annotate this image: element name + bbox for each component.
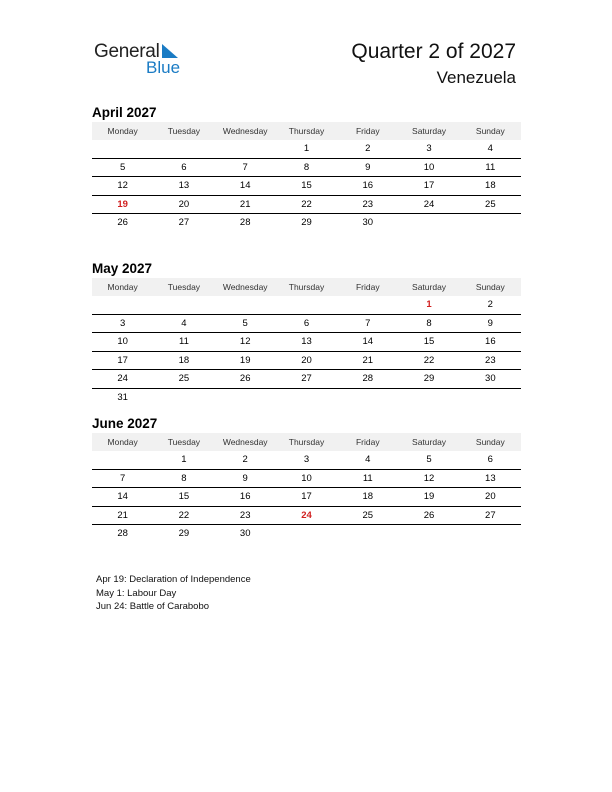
weekday-label: Wednesday [222,437,268,447]
holiday-note: May 1: Labour Day [96,587,177,599]
day-cell: 11 [362,472,373,484]
logo-text-blue: Blue [146,58,181,77]
day-cell: 12 [423,472,435,484]
month-may [92,259,521,406]
day-cell: 16 [362,180,374,191]
day-cell [276,389,337,407]
day-cell: 23 [362,198,374,210]
day-cell: 20 [178,198,190,210]
day-cell: 2 [242,454,248,465]
day-cell: 26 [239,373,251,384]
day-cell: 16 [239,491,251,502]
day-cell: 21 [362,354,374,366]
week-row [92,488,521,507]
day-cell: 9 [365,161,371,173]
weekday-label: Saturday [412,437,447,447]
week-row [92,470,521,489]
month-june [92,414,521,543]
weekday-label: Tuesday [167,437,201,447]
holiday-note: Apr 19: Declaration of Independence [96,574,251,585]
day-cell: 14 [362,336,374,347]
day-cell: 29 [178,528,190,539]
day-cell: 29 [423,373,435,384]
day-cell [92,451,153,469]
day-cell [215,389,276,407]
day-cell: 23 [485,354,496,366]
day-cell: 5 [426,454,432,465]
day-cell: 7 [365,317,371,329]
country-name: Venezuela [436,68,516,87]
day-cell: 21 [239,198,251,210]
day-cell: 27 [301,373,312,384]
day-cell: 20 [485,491,496,502]
weekday-label: Thursday [288,437,325,447]
day-cell: 20 [301,354,312,366]
logo-text-general: General [94,41,160,62]
day-cell: 18 [178,354,190,366]
weekday-label: Wednesday [222,282,268,292]
day-cell: 1 [426,299,432,310]
day-cell: 19 [117,198,128,210]
day-cell: 16 [485,336,496,347]
week-row [92,296,521,315]
generalblue-logo [94,41,194,81]
weekday-header [92,433,521,451]
day-cell: 13 [301,336,312,347]
weekday-header [92,278,521,296]
day-cell: 3 [119,317,126,329]
day-cell: 10 [423,161,435,173]
holiday-notes [96,573,251,614]
day-cell: 6 [487,454,493,465]
day-cell [153,140,214,158]
week-row [92,315,521,334]
week-row [92,370,521,389]
weekday-label: Thursday [288,126,325,136]
week-row [92,140,521,159]
day-cell: 8 [426,317,432,329]
day-cell: 23 [239,509,251,521]
week-row [92,333,521,352]
day-cell: 3 [303,454,310,465]
day-cell: 19 [423,491,435,502]
weekday-label: Saturday [412,126,447,136]
weekday-label: Friday [355,437,380,447]
day-cell [460,525,521,543]
day-cell: 28 [362,373,374,384]
day-cell: 15 [423,336,435,347]
day-cell: 11 [485,161,496,173]
month-grid [92,296,521,406]
day-cell: 30 [362,217,374,228]
day-cell: 2 [487,299,493,310]
weekday-label: Tuesday [167,126,201,136]
day-cell: 24 [423,198,435,210]
week-row [92,352,521,371]
day-cell: 30 [239,528,251,539]
day-cell: 10 [301,472,312,484]
day-cell: 9 [487,317,493,329]
day-cell [337,389,398,407]
week-row [92,451,521,470]
day-cell [92,140,153,158]
day-cell: 11 [178,336,189,347]
day-cell: 27 [178,217,190,228]
month-grid [92,451,521,543]
day-cell: 6 [181,161,187,173]
day-cell: 17 [117,354,128,366]
day-cell: 5 [119,161,126,173]
weekday-label: Friday [355,126,380,136]
day-cell: 25 [178,373,190,384]
day-cell [398,525,459,543]
day-cell: 25 [362,509,374,521]
day-cell: 17 [423,180,435,191]
page-title: Quarter 2 of 2027 [351,40,516,63]
day-cell: 8 [303,161,310,173]
weekday-header [92,122,521,140]
weekday-label: Wednesday [222,126,268,136]
day-cell: 18 [362,491,374,502]
day-cell: 1 [303,143,310,154]
week-row [92,507,521,526]
day-cell: 4 [487,143,493,154]
weekday-label: Monday [107,282,138,292]
month-grid [92,140,521,232]
day-cell: 30 [485,373,496,384]
day-cell: 8 [181,472,187,484]
day-cell: 22 [178,509,190,521]
day-cell [398,389,459,407]
day-cell: 14 [239,180,251,191]
day-cell [337,525,398,543]
weekday-label: Tuesday [167,282,201,292]
week-row [92,177,521,196]
day-cell: 25 [485,198,496,210]
day-cell: 24 [117,373,128,384]
week-row [92,525,521,543]
week-row [92,159,521,178]
day-cell [460,214,521,232]
day-cell [337,296,398,314]
day-cell: 28 [117,528,128,539]
day-cell: 3 [426,143,432,154]
month-title: June 2027 [92,416,158,431]
day-cell: 9 [242,472,248,484]
day-cell: 2 [365,143,371,154]
day-cell [92,296,153,314]
day-cell: 4 [181,317,187,329]
day-cell: 27 [485,509,496,521]
weekday-label: Sunday [475,282,505,292]
holiday-note: Jun 24: Battle of Carabobo [96,601,210,612]
day-cell: 13 [485,472,496,484]
day-cell [153,389,214,407]
day-cell: 19 [239,354,251,366]
day-cell: 14 [117,491,128,502]
day-cell: 17 [301,491,312,502]
day-cell: 15 [301,180,312,191]
day-cell [276,525,337,543]
day-cell: 4 [365,454,371,465]
week-row [92,214,521,232]
day-cell: 10 [117,336,128,347]
day-cell: 22 [423,354,435,366]
weekday-label: Saturday [412,282,447,292]
week-row [92,389,521,407]
weekday-label: Sunday [475,126,505,136]
day-cell: 22 [301,198,312,210]
day-cell: 26 [117,217,128,228]
day-cell: 28 [239,217,251,228]
month-april [92,103,521,232]
day-cell: 24 [301,509,312,521]
weekday-label: Sunday [475,437,505,447]
day-cell: 7 [119,472,126,484]
day-cell: 7 [242,161,248,173]
day-cell: 1 [181,454,187,465]
weekday-label: Monday [107,126,138,136]
logo-triangle-icon [162,44,178,58]
month-title: April 2027 [92,105,157,120]
day-cell [215,140,276,158]
day-cell: 12 [239,336,251,347]
day-cell: 15 [178,491,190,502]
week-row [92,196,521,215]
day-cell: 6 [303,317,310,329]
day-cell: 5 [242,317,248,329]
day-cell [460,389,521,407]
day-cell [215,296,276,314]
day-cell [276,296,337,314]
weekday-label: Monday [107,437,138,447]
day-cell [398,214,459,232]
weekday-label: Friday [355,282,380,292]
day-cell: 26 [423,509,435,521]
day-cell: 21 [117,509,128,521]
day-cell: 18 [485,180,496,191]
day-cell: 12 [117,180,128,191]
day-cell [153,296,214,314]
day-cell: 31 [117,391,128,403]
weekday-label: Thursday [288,282,325,292]
day-cell: 29 [301,217,312,228]
day-cell: 13 [178,180,190,191]
month-title: May 2027 [92,261,153,276]
